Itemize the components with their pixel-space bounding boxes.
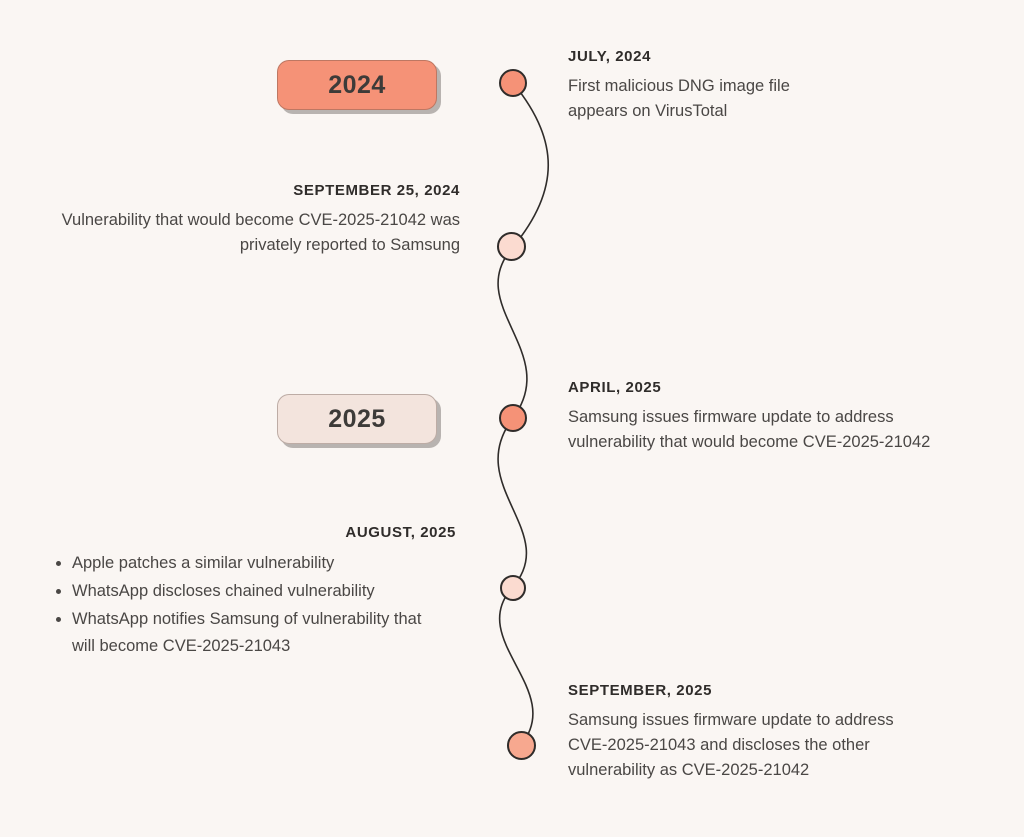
year-marker-label: 2024 [328,70,386,99]
list-item: • Apple patches a similar vulnerability [72,550,456,577]
timeline-event-date: AUGUST, 2025 [345,524,456,541]
timeline-event-5 [568,682,968,783]
timeline-event-text: Vulnerability that would become CVE-2025-21042 was privately reported to Samsung [61,211,460,254]
timeline-event-date: JULY, 2024 [568,48,652,65]
timeline-event-date: SEPTEMBER, 2025 [568,682,713,699]
timeline-event-text: First malicious DNG image file appears on VirusTotal [568,77,790,120]
timeline-event-1 [568,48,968,124]
year-marker-2025 [277,394,437,444]
timeline-node-4 [500,575,526,601]
timeline-event-3 [568,379,978,455]
timeline-node-1 [499,69,527,97]
timeline-event-bullet-list [50,550,456,660]
timeline-event-text: Samsung issues firmware update to address CVE-2025-21043 and discloses the other vulnerability as CVE-2025-21042 [568,711,894,779]
timeline-node-2 [497,232,526,261]
timeline-event-text: Samsung issues firmware update to address vulnerability that would become CVE-2025-21042 [568,408,931,451]
timeline-event-2 [50,182,460,258]
timeline-event-4 [50,524,456,661]
timeline-event-date: APRIL, 2025 [568,379,662,396]
list-item: • WhatsApp discloses chained vulnerability [72,578,456,605]
year-marker-label: 2025 [328,404,386,433]
year-marker-2024 [277,60,437,110]
list-item: • WhatsApp notifies Samsung of vulnerability that will become CVE-2025-21043 [72,606,432,660]
timeline-event-date: SEPTEMBER 25, 2024 [293,182,460,199]
timeline-node-5 [507,731,536,760]
timeline-node-3 [499,404,527,432]
